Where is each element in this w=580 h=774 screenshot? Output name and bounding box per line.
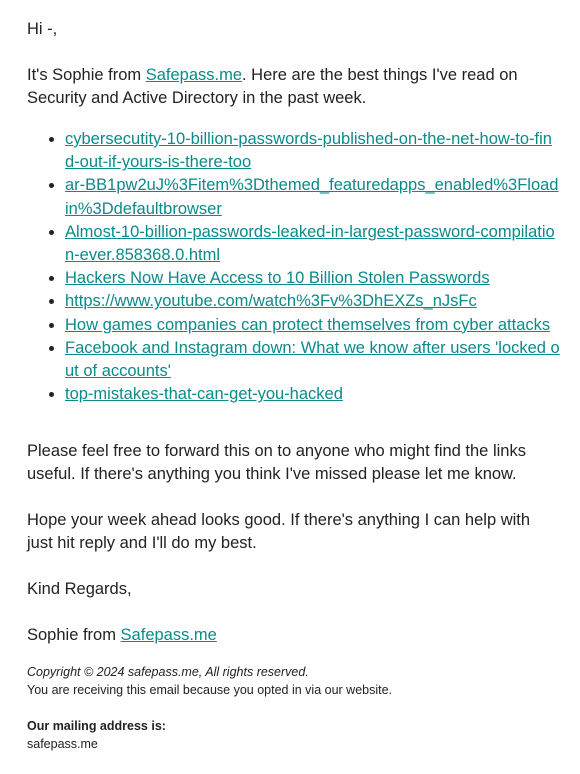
list-item xyxy=(65,221,560,267)
article-link-4[interactable]: Hackers Now Have Access to 10 Billion Stolen Passwords xyxy=(65,269,490,288)
opt-in-reason: You are receiving this email because you opted in via our website. xyxy=(27,683,393,698)
list-item xyxy=(65,128,560,174)
intro-paragraph xyxy=(27,64,560,110)
intro-text-end: . Here are the best things I've read on Security and Active Directory in the past week. xyxy=(27,66,518,107)
email-footer xyxy=(27,663,560,753)
safepass-link-intro[interactable]: Safepass.me xyxy=(145,66,243,84)
mailing-address-heading: Our mailing address is: xyxy=(27,719,166,734)
list-item xyxy=(65,290,560,313)
list-item xyxy=(65,337,560,383)
list-item xyxy=(65,314,560,337)
article-link-3[interactable]: Almost-10-billion-passwords-leaked-in-largest-password-compilation-ever.858368.0.html xyxy=(65,222,555,265)
intro-text-start: It's Sophie from xyxy=(27,66,146,84)
list-item xyxy=(65,174,560,220)
safepass-link-signoff[interactable]: Safepass.me xyxy=(120,626,217,645)
signoff-text: Sophie from xyxy=(27,626,121,645)
article-link-list xyxy=(27,128,560,406)
greeting: Hi -, xyxy=(27,20,58,38)
mailing-address: safepass.me xyxy=(27,737,98,752)
article-link-5[interactable]: https://www.youtube.com/watch%3Fv%3DhEXZs_nJsFc xyxy=(65,292,477,311)
list-item xyxy=(65,383,560,406)
article-link-2[interactable]: ar-BB1pw2uJ%3Fitem%3Dthemed_featuredapps_enabled%3Floadin%3Ddefaultbrowser xyxy=(65,176,559,218)
copyright-text: Copyright © 2024 safepass.me, All rights reserved. xyxy=(27,665,309,680)
regards-text: Kind Regards, xyxy=(27,580,132,599)
article-link-1[interactable]: cybersecutity-10-billion-passwords-published-on-the-net-how-to-find-out-if-yours-is-there-too xyxy=(65,130,552,172)
article-link-6[interactable]: How games companies can protect themselves from cyber attacks xyxy=(65,315,551,334)
article-link-7[interactable]: Facebook and Instagram down: What we know after users 'locked out of accounts' xyxy=(65,338,560,381)
article-link-8[interactable]: top-mistakes-that-can-get-you-hacked xyxy=(65,385,343,404)
list-item xyxy=(65,267,560,290)
signoff-line xyxy=(27,624,560,647)
forward-paragraph: Please feel free to forward this on to anyone who might find the links useful. If there's anything you think I've missed please let me know. xyxy=(27,442,526,484)
hope-paragraph: Hope your week ahead looks good. If there's anything I can help with just hit reply and I'll do my best. xyxy=(27,511,531,553)
